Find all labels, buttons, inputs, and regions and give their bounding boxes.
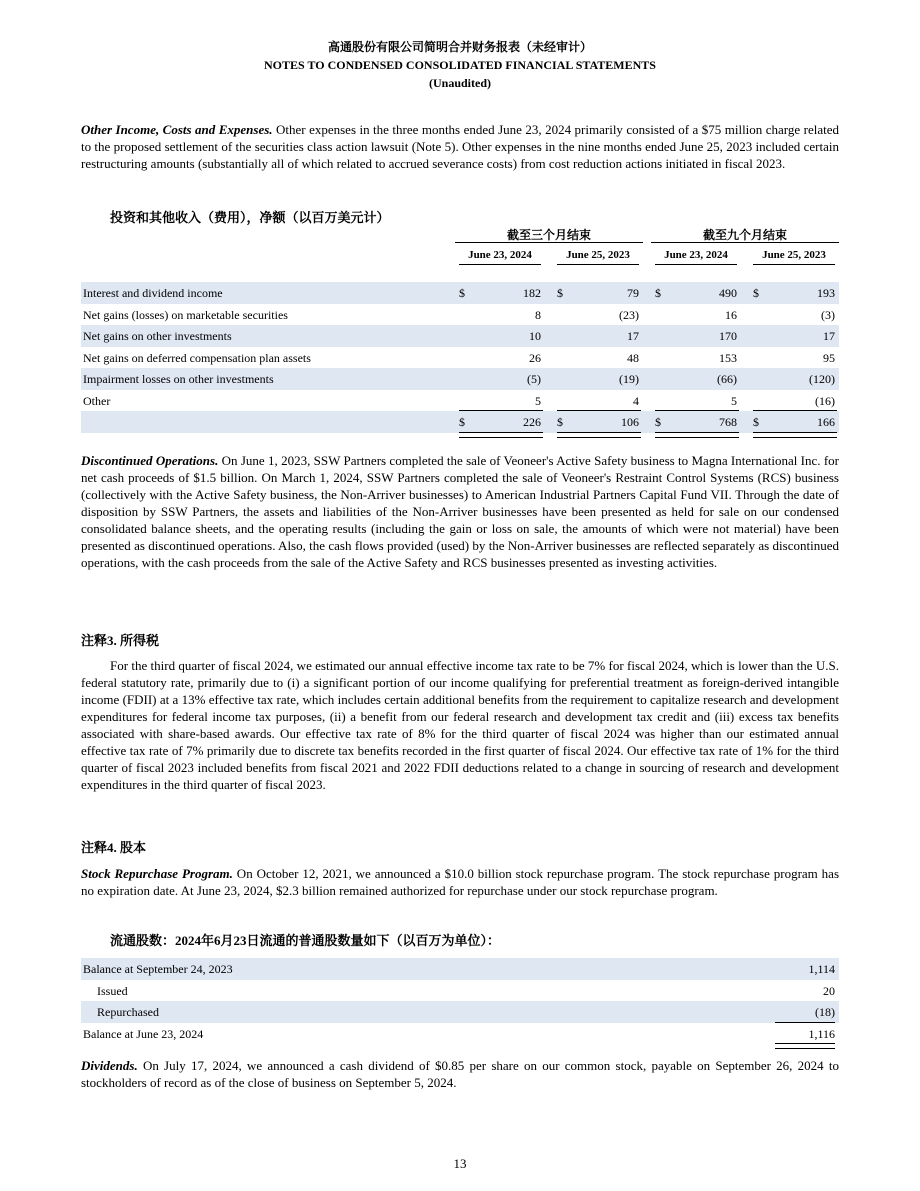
cell-value: 5 bbox=[731, 393, 737, 408]
currency-symbol: $ bbox=[459, 286, 465, 300]
investment-table-title: 投资和其他收入（费用），净额（以百万美元计） bbox=[110, 210, 390, 225]
notes-header: NOTES TO CONDENSED CONSOLIDATED FINANCIAL STATEMENTS bbox=[264, 58, 656, 72]
cell-value: 4 bbox=[633, 393, 639, 408]
cell-value: 17 bbox=[627, 329, 639, 343]
currency-symbol: $ bbox=[557, 286, 563, 300]
row-label: Net gains on other investments bbox=[83, 329, 232, 343]
cell-value: (3) bbox=[821, 307, 835, 322]
total-double-rule bbox=[655, 432, 739, 438]
total-value: 226 bbox=[523, 415, 541, 429]
currency-symbol: $ bbox=[753, 286, 759, 300]
income-taxes-paragraph: For the third quarter of fiscal 2024, we estimated our annual effective income tax rate to be 7% for fiscal 2024, which is lower than the U.S. federal statutory rate, primarily due to (i) a significant portion of our income qualifying for preferential treatment as foreign-derived intangible income (FDII) at a 13% effective tax rate, which includes certain additional benefits from the requirement to capitalize research and development expenditures for federal income tax purposes, (ii) a benefit from our federal research and development tax credit and (iii) excess tax benefits associated with share-based awards. Our effective tax rate of 8% for the third quarter of fiscal 2024 was higher than our estimated annual effective tax rate of 7% primarily due to discrete tax benefits recorded in the first quarter of fiscal 2024. Our effective tax rate of 1% for the third quarter of fiscal 2023 included benefits from fiscal 2021 and 2022 FDII deductions related to a change in sourcing of research and development expenditures in the third quarter of fiscal 2023. bbox=[81, 658, 839, 792]
cell-value: 17 bbox=[823, 329, 835, 343]
cell-value: 20 bbox=[823, 983, 835, 998]
stock-repurchase-paragraph bbox=[81, 865, 839, 899]
row-label: Balance at June 23, 2024 bbox=[83, 1026, 204, 1041]
cell-value: 170 bbox=[719, 329, 737, 343]
row-label: Repurchased bbox=[97, 1005, 159, 1019]
repurchase-text: On October 12, 2021, we announced a $10.0 billion stock repurchase program. The stock repurchase program has no expiration date. At June 23, 2024, $2.3 billion remained authorized for repurchase under our stock repurchase program. bbox=[81, 866, 840, 898]
discontinued-operations-paragraph bbox=[81, 452, 839, 571]
other-income-text: Other expenses in the three months ended June 23, 2024 primarily consisted of a $75 million charge related to the proposed settlement of the securities class action lawsuit (Note 5). Other expenses in the nine months ended June 25, 2023 included certain restructuring amounts (substantially all of which related to accrued severance costs) from cost reduction actions initiated in fiscal 2023. bbox=[81, 122, 839, 171]
total-double-rule bbox=[775, 1043, 835, 1049]
total-value: 106 bbox=[621, 415, 639, 429]
cell-value: 182 bbox=[523, 286, 541, 300]
company-header: 高通股份有限公司简明合并财务报表（未经审计） bbox=[327, 40, 592, 54]
page-number: 13 bbox=[453, 1156, 467, 1171]
cell-value: 1,114 bbox=[808, 962, 835, 976]
table-row bbox=[81, 1001, 839, 1023]
cell-value: 79 bbox=[627, 286, 639, 300]
table-row bbox=[81, 347, 839, 369]
row-label: Other bbox=[83, 393, 111, 408]
col-header-3: June 23, 2024 bbox=[655, 248, 737, 265]
cell-value: (5) bbox=[527, 372, 541, 386]
row-label: Issued bbox=[97, 983, 128, 998]
total-row bbox=[81, 1023, 839, 1045]
cell-value: 10 bbox=[529, 329, 541, 343]
total-value: 1,116 bbox=[808, 1026, 835, 1041]
total-double-rule bbox=[557, 432, 641, 438]
table-row bbox=[81, 368, 839, 390]
table-row bbox=[81, 390, 839, 412]
cell-value: 16 bbox=[725, 307, 737, 322]
table-row bbox=[81, 304, 839, 326]
row-label: Balance at September 24, 2023 bbox=[83, 962, 233, 976]
currency-symbol: $ bbox=[655, 286, 661, 300]
col-header-2: June 25, 2023 bbox=[557, 248, 639, 265]
discontinued-lead: Discontinued Operations. bbox=[81, 453, 219, 468]
row-label: Net gains (losses) on marketable securities bbox=[83, 307, 288, 322]
note4-heading: 注释4. 股本 bbox=[81, 840, 147, 855]
table-row bbox=[81, 958, 839, 980]
total-double-rule bbox=[753, 432, 837, 438]
cell-value: (16) bbox=[815, 393, 835, 408]
currency-symbol: $ bbox=[459, 415, 465, 429]
other-income-paragraph bbox=[81, 121, 839, 172]
col-header-1: June 23, 2024 bbox=[459, 248, 541, 265]
cell-value: 5 bbox=[535, 393, 541, 408]
nine-months-group-header: 截至九个月结束 bbox=[651, 226, 839, 243]
note3-heading: 注释3. 所得税 bbox=[81, 633, 160, 648]
cell-value: 26 bbox=[529, 350, 541, 365]
cell-value: 490 bbox=[719, 286, 737, 300]
cell-value: (18) bbox=[815, 1005, 835, 1019]
total-value: 768 bbox=[719, 415, 737, 429]
cell-value: 153 bbox=[719, 350, 737, 365]
shares-outstanding-title: 流通股数：2024年6月23日流通的普通股数量如下（以百万为单位）： bbox=[110, 933, 501, 948]
table-row bbox=[81, 325, 839, 347]
cell-value: 48 bbox=[627, 350, 639, 365]
row-label: Impairment losses on other investments bbox=[83, 372, 274, 386]
other-income-lead: Other Income, Costs and Expenses. bbox=[81, 122, 273, 137]
col-header-4: June 25, 2023 bbox=[753, 248, 835, 265]
table-row bbox=[81, 980, 839, 1002]
cell-value: (19) bbox=[619, 372, 639, 386]
total-row bbox=[81, 411, 839, 433]
cell-value: (66) bbox=[717, 372, 737, 386]
repurchase-lead: Stock Repurchase Program. bbox=[81, 866, 233, 881]
total-double-rule bbox=[459, 432, 543, 438]
cell-value: (120) bbox=[809, 372, 835, 386]
cell-value: 8 bbox=[535, 307, 541, 322]
total-value: 166 bbox=[817, 415, 835, 429]
cell-value: (23) bbox=[619, 307, 639, 322]
currency-symbol: $ bbox=[557, 415, 563, 429]
currency-symbol: $ bbox=[753, 415, 759, 429]
discontinued-text: On June 1, 2023, SSW Partners completed the sale of Veoneer's Active Safety business to Magna International Inc. for net cash proceeds of $1.5 billion. On March 1, 2024, SSW Partners completed the sale of Veoneer's Restraint Control Systems (RCS) business (collectively with the Active Safety business, the Non-Arriver businesses) to American Industrial Partners Capital Fund VII. Through the date of disposition by SSW Partners, the assets and liabilities of the Non-Arriver businesses have been presented as held for sale on our condensed consolidated balance sheets, and the operating results (including the gain or loss on sale, the amounts of which were not material) have been presented as discontinued operations. Also, the cash flows provided (used) by the Non-Arriver businesses are reflected separately as discontinued operations, with the cash proceeds from the sale of the Active Safety and RCS businesses presented as investing activities. bbox=[81, 453, 839, 570]
unaudited-header: (Unaudited) bbox=[428, 76, 491, 90]
dividends-text: On July 17, 2024, we announced a cash dividend of $0.85 per share on our common stock, payable on September 26, 2024 to stockholders of record as of the close of business on September 5, 2024. bbox=[81, 1058, 839, 1090]
dividends-lead: Dividends. bbox=[81, 1058, 138, 1073]
dividends-paragraph bbox=[81, 1057, 839, 1091]
cell-value: 193 bbox=[817, 286, 835, 300]
row-label: Interest and dividend income bbox=[83, 286, 223, 300]
row-label: Net gains on deferred compensation plan assets bbox=[83, 350, 311, 365]
cell-value: 95 bbox=[823, 350, 835, 365]
table-row bbox=[81, 282, 839, 304]
currency-symbol: $ bbox=[655, 415, 661, 429]
three-months-group-header: 截至三个月结束 bbox=[455, 226, 643, 243]
